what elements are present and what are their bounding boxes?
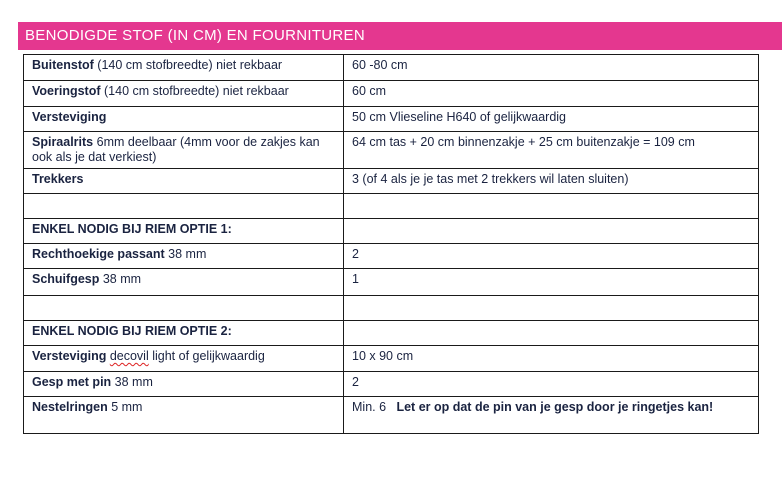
- label-rest: 38 mm: [164, 247, 207, 261]
- label-bold: Versteviging: [32, 110, 107, 124]
- table-row: [24, 55, 759, 81]
- value-cell: [344, 296, 759, 321]
- value-cell: 3 (of 4 als je je tas met 2 trekkers wil laten sluiten): [344, 169, 759, 194]
- label-cell: [24, 346, 344, 372]
- label-bold: Spiraalrits: [32, 135, 94, 149]
- label-rest: 6mm deelbaar (4mm voor de zakjes kan ook als je dat verkiest): [32, 135, 320, 164]
- label-cell: [24, 219, 344, 244]
- table-row: [24, 397, 759, 434]
- value-note: Let er op dat de pin van je gesp door je ringetjes kan!: [396, 400, 714, 414]
- label-rest: 38 mm: [111, 375, 153, 389]
- label-bold: Versteviging: [32, 349, 107, 363]
- label-bold: Buitenstof: [32, 58, 94, 72]
- label-cell: [24, 194, 344, 219]
- value-cell: 1: [344, 269, 759, 296]
- value-text: Min. 6: [352, 400, 387, 414]
- label-bold: Schuifgesp: [32, 272, 100, 286]
- table-row: [24, 269, 759, 296]
- label-cell: [24, 132, 344, 169]
- section-header: BENODIGDE STOF (IN CM) EN FOURNITUREN: [18, 22, 782, 50]
- label-rest: light of gelijkwaardig: [148, 349, 265, 363]
- label-rest: (140 cm stofbreedte) niet rekbaar: [93, 58, 283, 72]
- value-cell: 60 cm: [344, 81, 759, 107]
- value-cell: 60 -80 cm: [344, 55, 759, 81]
- value-cell: [344, 397, 759, 434]
- label-cell: [24, 397, 344, 434]
- label-cell: [24, 244, 344, 269]
- label-bold: Gesp met pin: [32, 375, 112, 389]
- label-cell: [24, 296, 344, 321]
- value-cell: 64 cm tas + 20 cm binnenzakje + 25 cm buitenzakje = 109 cm: [344, 132, 759, 169]
- label-rest: 5 mm: [107, 400, 143, 414]
- table-row: [24, 132, 759, 169]
- label-cell: [24, 169, 344, 194]
- value-cell: [344, 194, 759, 219]
- materials-table: [23, 54, 759, 434]
- label-cell: [24, 81, 344, 107]
- table-row: [24, 372, 759, 397]
- table-row: [24, 169, 759, 194]
- table-row: [24, 219, 759, 244]
- label-cell: [24, 269, 344, 296]
- table-row: [24, 346, 759, 372]
- label-rest: 38 mm: [99, 272, 142, 286]
- value-cell: 50 cm Vlieseline H640 of gelijkwaardig: [344, 107, 759, 132]
- value-cell: 10 x 90 cm: [344, 346, 759, 372]
- label-cell: [24, 55, 344, 81]
- label-cell: [24, 372, 344, 397]
- label-bold: ENKEL NODIG BIJ RIEM OPTIE 2:: [32, 324, 232, 338]
- table-row: [24, 321, 759, 346]
- table-row: [24, 81, 759, 107]
- table-row: [24, 194, 759, 219]
- table-row: [24, 244, 759, 269]
- label-bold: Trekkers: [32, 172, 84, 186]
- table-row: [24, 296, 759, 321]
- table-row: [24, 107, 759, 132]
- value-cell: 2: [344, 244, 759, 269]
- label-rest: (140 cm stofbreedte) niet rekbaar: [100, 84, 289, 98]
- label-bold: Voeringstof: [32, 84, 101, 98]
- label-cell: [24, 107, 344, 132]
- label-bold: Rechthoekige passant: [32, 247, 165, 261]
- value-cell: [344, 321, 759, 346]
- label-bold: ENKEL NODIG BIJ RIEM OPTIE 1:: [32, 222, 232, 236]
- spellcheck-word: decovil: [109, 349, 149, 363]
- label-cell: [24, 321, 344, 346]
- value-cell: 2: [344, 372, 759, 397]
- label-bold: Nestelringen: [32, 400, 108, 414]
- value-cell: [344, 219, 759, 244]
